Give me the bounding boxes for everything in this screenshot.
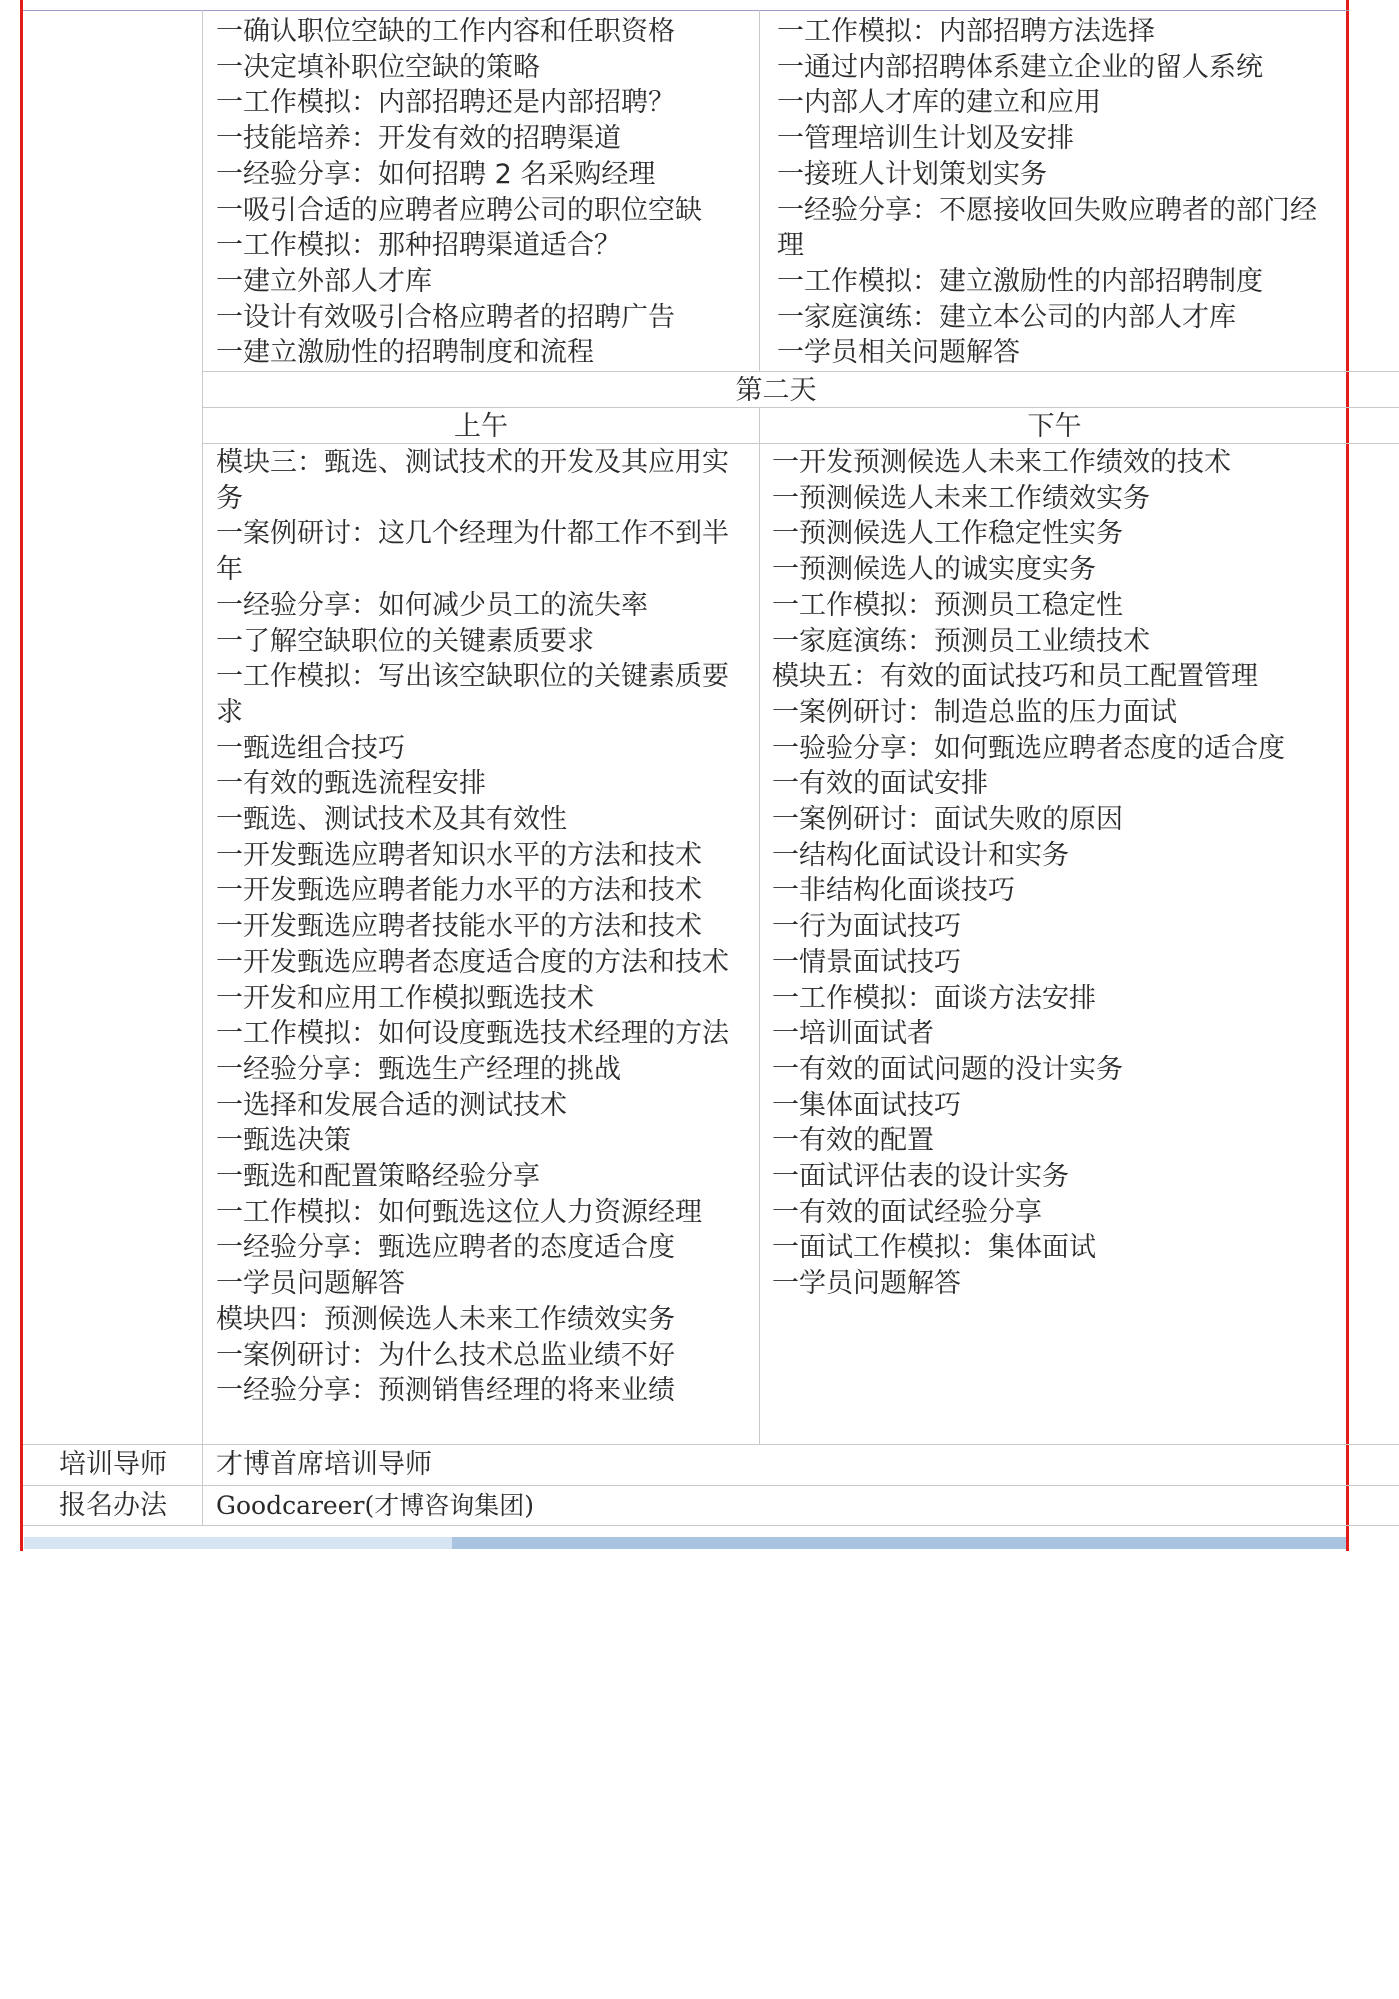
list-item: 模块五：有效的面试技巧和员工配置管理 xyxy=(772,661,1258,693)
trainer-value: 才博首席培训导师 xyxy=(216,1449,432,1480)
list-item: 一工作模拟：内部招聘方法选择 xyxy=(777,16,1155,47)
list-item: 一学员相关问题解答 xyxy=(777,337,1020,369)
list-item: 一决定填补职位空缺的策略 xyxy=(216,51,540,83)
list-item: 一有效的配置 xyxy=(772,1125,934,1157)
list-item: 一开发甄选应聘者能力水平的方法和技术 xyxy=(216,875,702,907)
list-item: 一结构化面试设计和实务 xyxy=(772,839,1069,871)
list-item: 模块四：预测候选人未来工作绩效实务 xyxy=(216,1303,675,1335)
list-item: 一甄选和配置策略经验分享 xyxy=(216,1161,540,1193)
list-item: 一预测候选人的诚实度实务 xyxy=(772,554,1096,586)
row-divider xyxy=(23,1525,1399,1526)
bottom-bar-light xyxy=(24,1537,452,1549)
registration-value: Goodcareer(才博咨询集团) xyxy=(216,1491,534,1520)
list-item: 一经验分享：预测销售经理的将来业绩 xyxy=(216,1375,675,1407)
list-item: 一经验分享：不愿接收回失败应聘者的部门经理 xyxy=(777,194,1317,262)
day1-pm-list xyxy=(777,14,1337,371)
day1-am-list xyxy=(216,14,754,371)
list-item: 一内部人才库的建立和应用 xyxy=(777,87,1101,119)
list-item: 一接班人计划策划实务 xyxy=(777,158,1047,190)
list-item: 一家庭演练：建立本公司的内部人才库 xyxy=(777,301,1236,333)
list-item: 一工作模拟：写出该空缺职位的关键素质要求 xyxy=(216,661,729,728)
list-item: 一验验分享：如何甄选应聘者态度的适合度 xyxy=(772,732,1285,764)
list-item: 一建立激励性的招聘制度和流程 xyxy=(216,337,594,369)
list-item: 一家庭演练：预测员工业绩技术 xyxy=(772,625,1150,657)
list-item: 一学员问题解答 xyxy=(216,1268,405,1300)
row-divider xyxy=(23,1444,1399,1445)
day2-am-label: 上午 xyxy=(454,411,508,442)
day2-am-list xyxy=(216,445,754,1409)
list-item: 一学员问题解答 xyxy=(772,1268,961,1300)
col-divider-label xyxy=(202,10,203,1525)
list-item: 一技能培养：开发有效的招聘渠道 xyxy=(216,123,621,155)
day2-title: 第二天 xyxy=(735,375,817,406)
list-item: 一工作模拟：预测员工稳定性 xyxy=(772,589,1123,621)
list-item: 一工作模拟：面谈方法安排 xyxy=(772,982,1096,1014)
list-item: 一了解空缺职位的关键素质要求 xyxy=(216,625,594,657)
list-item: 一开发甄选应聘者技能水平的方法和技术 xyxy=(216,911,702,943)
list-item: 一开发预测候选人未来工作绩效的技术 xyxy=(772,447,1231,478)
list-item: 一工作模拟：如何设度甄选技术经理的方法 xyxy=(216,1018,729,1050)
list-item: 一经验分享：甄选生产经理的挑战 xyxy=(216,1053,621,1085)
row-divider xyxy=(203,371,1399,372)
list-item: 一非结构化面谈技巧 xyxy=(772,875,1015,907)
registration-label: 报名办法 xyxy=(59,1490,167,1521)
table-top-border xyxy=(23,10,1349,11)
list-item: 一甄选决策 xyxy=(216,1125,351,1157)
list-item: 一通过内部招聘体系建立企业的留人系统 xyxy=(777,51,1263,83)
list-item: 一开发甄选应聘者知识水平的方法和技术 xyxy=(216,839,702,871)
list-item: 一确认职位空缺的工作内容和任职资格 xyxy=(216,16,675,47)
list-item: 一开发甄选应聘者态度适合度的方法和技术 xyxy=(216,946,729,978)
list-item: 一经验分享：如何减少员工的流失率 xyxy=(216,589,648,621)
list-item: 一工作模拟：那种招聘渠道适合？ xyxy=(216,230,621,262)
list-item: 一案例研讨：制造总监的压力面试 xyxy=(772,696,1177,728)
list-item: 一面试评估表的设计实务 xyxy=(772,1161,1069,1193)
list-item: 一有效的面试安排 xyxy=(772,768,988,800)
day2-am-cell xyxy=(216,445,754,1409)
list-item: 一培训面试者 xyxy=(772,1018,934,1050)
day1-am-cell xyxy=(216,14,754,371)
list-item: 一工作模拟：如何甄选这位人力资源经理 xyxy=(216,1196,702,1228)
row-divider xyxy=(23,1485,1399,1486)
list-item: 一开发和应用工作模拟甄选技术 xyxy=(216,982,594,1014)
list-item: 一设计有效吸引合格应聘者的招聘广告 xyxy=(216,301,675,333)
list-item: 一有效的甄选流程安排 xyxy=(216,768,486,800)
list-item: 一甄选组合技巧 xyxy=(216,732,405,764)
list-item: 一经验分享：甄选应聘者的态度适合度 xyxy=(216,1232,675,1264)
list-item: 一行为面试技巧 xyxy=(772,911,961,943)
list-item: 一吸引合适的应聘者应聘公司的职位空缺 xyxy=(216,194,702,226)
list-item: 一案例研讨：这几个经理为什都工作不到半年 xyxy=(216,518,729,586)
list-item: 一有效的面试问题的没计实务 xyxy=(772,1053,1123,1085)
col-divider-day1 xyxy=(759,10,760,372)
day2-pm-label: 下午 xyxy=(1027,411,1082,442)
day2-pm-list xyxy=(772,445,1342,1302)
list-item: 一管理培训生计划及安排 xyxy=(777,123,1074,155)
list-item: 一工作模拟：建立激励性的内部招聘制度 xyxy=(777,265,1263,297)
list-item: 一选择和发展合适的测试技术 xyxy=(216,1089,567,1121)
bottom-bar-dark xyxy=(452,1537,1346,1549)
day2-pm-cell xyxy=(772,445,1342,1302)
list-item: 一集体面试技巧 xyxy=(772,1089,961,1121)
list-item: 一预测候选人工作稳定性实务 xyxy=(772,518,1123,550)
list-item: 一工作模拟：内部招聘还是内部招聘？ xyxy=(216,87,675,119)
list-item: 一预测候选人未来工作绩效实务 xyxy=(772,482,1150,514)
day1-pm-cell xyxy=(777,14,1337,371)
list-item: 一经验分享：如何招聘 2 名采购经理 xyxy=(216,158,656,190)
list-item: 模块三：甄选、测试技术的开发及其应用实务 xyxy=(216,447,729,514)
list-item: 一建立外部人才库 xyxy=(216,265,432,297)
list-item: 一有效的面试经验分享 xyxy=(772,1196,1042,1228)
trainer-label: 培训导师 xyxy=(59,1449,167,1480)
list-item: 一案例研讨：面试失败的原因 xyxy=(772,804,1123,836)
list-item: 一案例研讨：为什么技术总监业绩不好 xyxy=(216,1339,675,1371)
list-item: 一情景面试技巧 xyxy=(772,946,961,978)
col-divider-day2 xyxy=(759,407,760,1444)
list-item: 一面试工作模拟：集体面试 xyxy=(772,1232,1096,1264)
list-item: 一甄选、测试技术及其有效性 xyxy=(216,804,567,836)
